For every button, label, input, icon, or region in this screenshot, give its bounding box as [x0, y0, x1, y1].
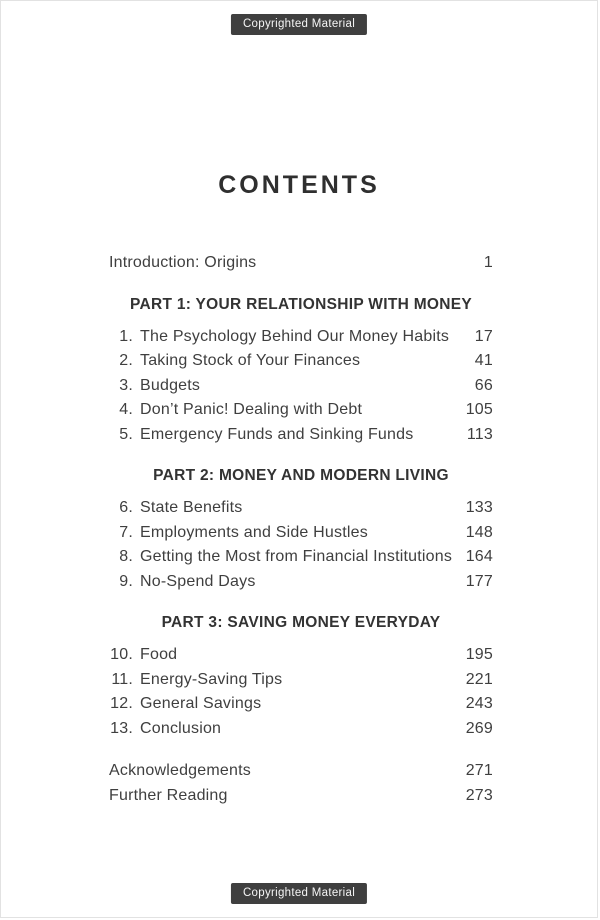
toc-entry-page: 164 [465, 548, 493, 565]
toc-entry [109, 545, 493, 570]
table-of-contents [109, 251, 493, 808]
toc-entry [109, 496, 493, 521]
toc-entry [109, 570, 493, 595]
toc-entry [109, 423, 493, 448]
toc-entry-label: Acknowledgements [109, 762, 251, 779]
toc-entry-page: 243 [465, 695, 493, 712]
toc-entry-number: 13. [110, 719, 133, 737]
copyright-banner-top: Copyrighted Material [231, 14, 367, 35]
toc-entry [109, 643, 493, 668]
toc-entry-number: 8. [119, 548, 133, 565]
toc-entry-label: Don’t Panic! Dealing with Debt [140, 401, 363, 418]
toc-entry [109, 398, 493, 423]
toc-entry-label: Introduction: Origins [109, 254, 257, 271]
toc-entry [109, 349, 493, 374]
toc-entry-number: 5. [119, 425, 133, 443]
toc-entry-page: 113 [466, 425, 493, 443]
toc-entry [109, 251, 493, 276]
toc-entry-label: Food [140, 646, 178, 663]
toc-entry-page: 1 [483, 254, 493, 271]
toc-entry-page: 273 [465, 786, 493, 804]
toc-entry-number: 4. [119, 401, 133, 418]
toc-entry [109, 784, 493, 809]
toc-entry-number: 9. [119, 572, 133, 590]
toc-entry-label: Taking Stock of Your Finances [140, 352, 361, 369]
toc-entry-number: 7. [119, 523, 133, 541]
toc-entry [109, 374, 493, 399]
toc-entry-page: 66 [474, 376, 493, 394]
part-heading: PART 1: YOUR RELATIONSHIP WITH MONEY [129, 295, 473, 313]
toc-entry-page: 17 [474, 327, 493, 345]
toc-entry-page: 221 [465, 670, 493, 688]
toc-entry [109, 325, 493, 350]
toc-entry [109, 668, 493, 693]
toc-entry-page: 41 [474, 352, 493, 369]
toc-entry-page: 177 [465, 572, 493, 590]
toc-entry-label: State Benefits [140, 499, 243, 516]
toc-entry-number: 11. [111, 670, 133, 688]
toc-entry-label: Emergency Funds and Sinking Funds [140, 425, 414, 443]
toc-entry [109, 717, 493, 742]
toc-entry-label: Getting the Most from Financial Institutions [140, 548, 453, 565]
toc-entry-label: Budgets [140, 376, 201, 394]
toc-entry-number: 10. [110, 646, 133, 663]
toc-entry-label: The Psychology Behind Our Money Habits [140, 327, 450, 345]
toc-entry [109, 692, 493, 717]
toc-entry-number: 1. [119, 327, 133, 345]
toc-entry-label: No-Spend Days [140, 572, 256, 590]
toc-entry-page: 105 [465, 401, 493, 418]
toc-entry-label: Employments and Side Hustles [140, 523, 368, 541]
toc-entry-number: 6. [119, 499, 133, 516]
toc-entry-number: 12. [110, 695, 133, 712]
part-heading: PART 2: MONEY AND MODERN LIVING [153, 467, 449, 484]
part-heading: PART 3: SAVING MONEY EVERYDAY [161, 614, 441, 631]
toc-entry-page: 195 [465, 646, 493, 663]
toc-entry-label: Conclusion [140, 719, 222, 737]
toc-entry-label: Further Reading [109, 786, 228, 804]
toc-entry-label: General Savings [140, 695, 262, 712]
page-title: CONTENTS [218, 171, 380, 199]
toc-entry [109, 759, 493, 784]
toc-entry-page: 269 [465, 719, 493, 737]
toc-entry [109, 521, 493, 546]
copyright-banner-bottom: Copyrighted Material [231, 883, 367, 904]
toc-entry-page: 148 [465, 523, 493, 541]
toc-entry-number: 2. [119, 352, 133, 369]
toc-entry-label: Energy-Saving Tips [140, 670, 283, 688]
toc-entry-page: 271 [465, 762, 493, 779]
toc-entry-number: 3. [119, 376, 133, 394]
toc-entry-page: 133 [465, 499, 493, 516]
